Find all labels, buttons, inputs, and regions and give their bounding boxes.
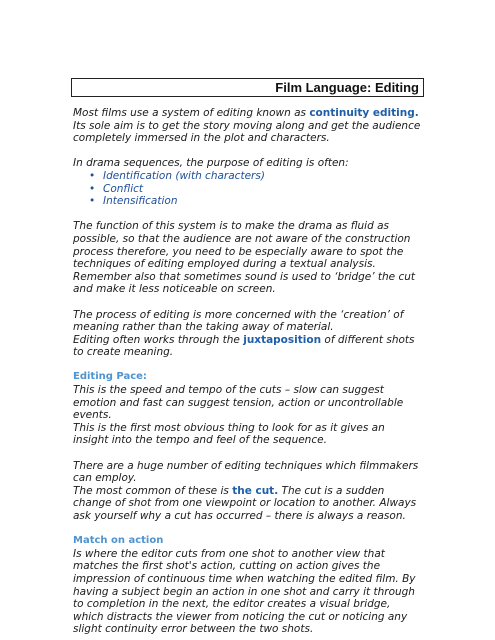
bullet-icon: • bbox=[89, 182, 96, 195]
drama-lead-paragraph: In drama sequences, the purpose of editing is often: bbox=[73, 157, 349, 170]
match-on-action-heading: Match on action bbox=[73, 535, 164, 547]
intro-text-start: Most films use a system of editing known as bbox=[73, 107, 310, 119]
editing-pace-heading: Editing Pace: bbox=[73, 371, 147, 383]
title-box bbox=[71, 78, 424, 97]
function-paragraph: The function of this system is to make the drama as fluid as possible, so that the audience are not aware of the construction process therefore, you need to be especially aware to spot the techniques of editing employed during a textual analysis. Remember also that sometimes sound is used to ‘bridge’ the cut and make it less noticeable on screen. bbox=[73, 220, 416, 296]
process-paragraph: The process of editing is more concerned with the ‘creation’ of meaning rather than the taking away of material. bbox=[73, 308, 404, 334]
juxtaposition-paragraph: Editing often works through the juxtaposition of different shots to create meaning. bbox=[73, 333, 415, 359]
match-on-action-paragraph: Is where the editor cuts from one shot to another view that matches the first shot's action, cutting on action gives the impression of continuous time when watching the edited film. By having a subject begin an action in one shot and carry it through to completion in the next, the editor creates a visual bridge, which distracts the viewer from noticing the cut or noticing any slight continuity error between the two shots. bbox=[73, 547, 416, 636]
list-item: • Identification (with characters) bbox=[89, 169, 265, 182]
pace-line-2: This is the first most obvious thing to look for as it gives an insight into the tempo and feel of the sequence. bbox=[73, 421, 385, 447]
document-body bbox=[73, 107, 423, 636]
techniques-paragraph: There are a huge number of editing techniques which filmmakers can employ. bbox=[73, 459, 419, 485]
continuity-editing-term: continuity editing. bbox=[309, 107, 419, 119]
list-item: • Intensification bbox=[89, 195, 178, 208]
intro-text-end: Its sole aim is to get the story moving along and get the audience completely immersed in the plot and characters. bbox=[73, 119, 421, 145]
cut-paragraph: The most common of these is the cut. The cut is a sudden change of shot from one viewpoint or location to another. Always ask yourself why a cut has occurred – there is always a reason. bbox=[73, 484, 417, 522]
pace-line-1: This is the speed and tempo of the cuts – slow can suggest emotion and fast can suggest tension, action or uncontrollable events. bbox=[73, 384, 404, 422]
the-cut-term: the cut. bbox=[232, 484, 279, 497]
juxtaposition-term: juxtaposition bbox=[243, 333, 322, 346]
bullet-icon: • bbox=[89, 195, 96, 208]
bullet-icon: • bbox=[89, 169, 96, 182]
page-title: Film Language: Editing bbox=[275, 80, 419, 95]
intro-paragraph bbox=[73, 107, 423, 145]
list-item: • Conflict bbox=[89, 182, 144, 195]
purpose-list bbox=[73, 170, 423, 208]
